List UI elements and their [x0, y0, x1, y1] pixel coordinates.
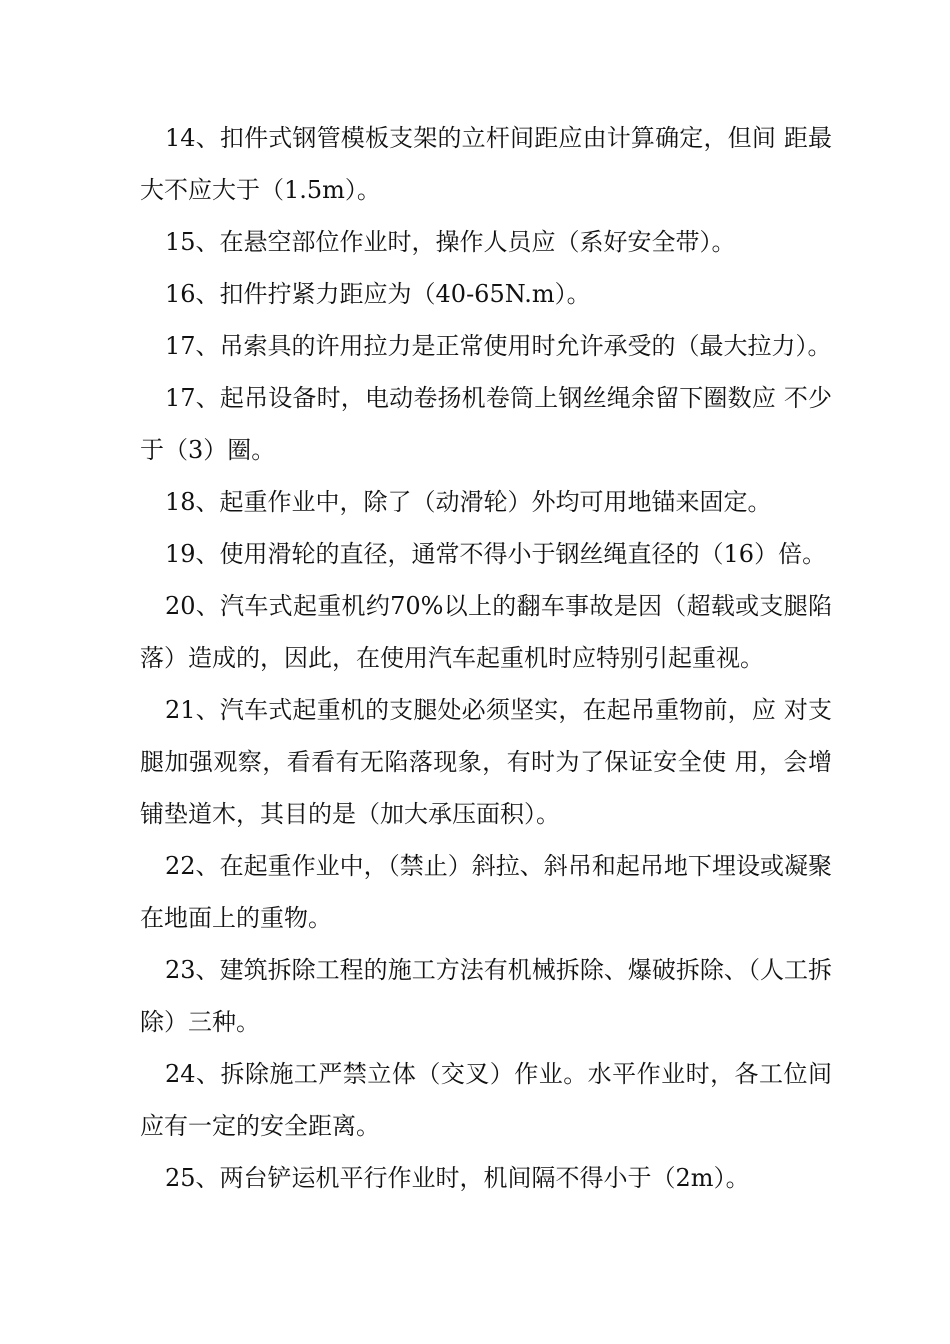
question-19: 19、使用滑轮的直径，通常不得小于钢丝绳直径的（16）倍。	[165, 540, 827, 568]
question-20: 20、汽车式起重机约70%以上的翻车事故是因（超载或支腿陷落）造成的，因此，在使用汽车起重机时应特别引起重视。	[140, 592, 832, 672]
question-16: 16、扣件拧紧力距应为（40-65N.m）。	[165, 280, 591, 308]
question-18: 18、起重作业中，除了（动滑轮）外均可用地锚来固定。	[165, 488, 772, 516]
question-21: 21、汽车式起重机的支腿处必须坚实，在起吊重物前，应 对支腿加强观察，看看有无陷落现象，有时为了保证安全使 用，会增铺垫道木，其目的是（加大承压面积）。	[140, 696, 832, 828]
question-15: 15、在悬空部位作业时，操作人员应（系好安全带）。	[165, 228, 736, 256]
question-25: 25、两台铲运机平行作业时，机间隔不得小于（2m）。	[165, 1164, 750, 1192]
question-14: 14、扣件式钢管模板支架的立杆间距应由计算确定，但间 距最大不应大于（1.5m）。	[140, 124, 832, 204]
question-24: 24、拆除施工严禁立体（交叉）作业。水平作业时，各工位间应有一定的安全距离。	[140, 1060, 832, 1140]
question-17a: 17、吊索具的许用拉力是正常使用时允许承受的（最大拉力）。	[165, 332, 832, 360]
question-22: 22、在起重作业中，（禁止）斜拉、斜吊和起吊地下埋设或凝聚在地面上的重物。	[140, 852, 832, 932]
question-17b: 17、起吊设备时，电动卷扬机卷筒上钢丝绳余留下圈数应 不少于（3）圈。	[140, 384, 832, 464]
question-23: 23、建筑拆除工程的施工方法有机械拆除、爆破拆除、（人工拆除）三种。	[140, 956, 832, 1036]
question-list	[140, 112, 832, 1204]
